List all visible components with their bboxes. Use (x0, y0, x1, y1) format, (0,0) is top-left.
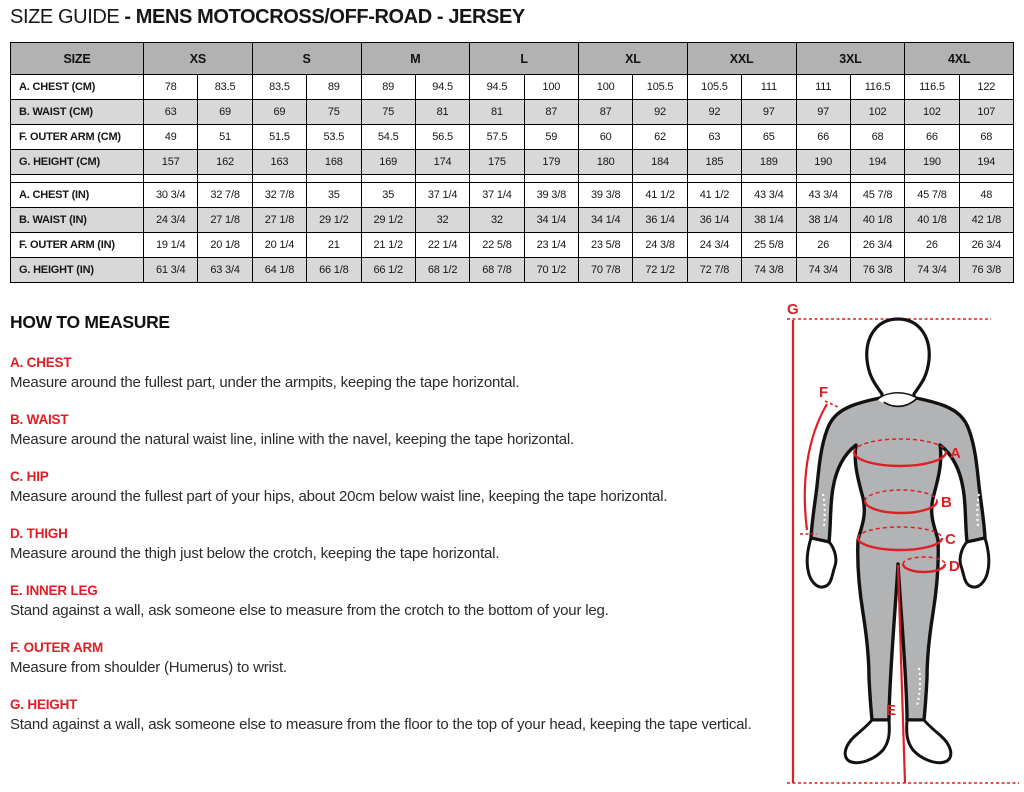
size-value-cell: 19 1/4 (144, 233, 198, 258)
size-column-header: XXL (687, 43, 796, 75)
separator-cell (252, 175, 306, 183)
figure-label-hip: C (945, 531, 956, 548)
separator-cell (144, 175, 198, 183)
size-value-cell: 49 (144, 125, 198, 150)
measure-item (10, 412, 776, 449)
size-value-cell: 22 1/4 (415, 233, 469, 258)
size-value-cell: 75 (307, 100, 361, 125)
size-value-cell: 190 (905, 150, 959, 175)
size-value-cell: 45 7/8 (905, 183, 959, 208)
page-title-prefix: SIZE GUIDE (10, 6, 120, 28)
size-value-cell: 20 1/8 (198, 233, 252, 258)
separator-cell (796, 175, 850, 183)
size-value-cell: 54.5 (361, 125, 415, 150)
size-value-cell: 194 (850, 150, 904, 175)
size-value-cell: 39 3/8 (579, 183, 633, 208)
size-value-cell: 22 5/8 (470, 233, 524, 258)
size-value-cell: 63 3/4 (198, 258, 252, 283)
size-value-cell: 102 (905, 100, 959, 125)
size-value-cell: 74 3/8 (742, 258, 796, 283)
size-column-header: XS (144, 43, 253, 75)
separator-cell (579, 175, 633, 183)
size-value-cell: 107 (959, 100, 1013, 125)
size-value-cell: 26 3/4 (959, 233, 1013, 258)
size-value-cell: 43 3/4 (742, 183, 796, 208)
table-row (11, 258, 1014, 283)
size-value-cell: 74 3/4 (796, 258, 850, 283)
row-label: A. CHEST (IN) (11, 183, 144, 208)
size-value-cell: 21 (307, 233, 361, 258)
size-value-cell: 26 (796, 233, 850, 258)
size-value-cell: 94.5 (415, 75, 469, 100)
size-value-cell: 68 1/2 (415, 258, 469, 283)
figure-label-inner-leg: E (886, 702, 897, 719)
measure-item-label: C. HIP (10, 469, 49, 484)
figure-label-thigh: D (949, 558, 960, 575)
size-value-cell: 29 1/2 (361, 208, 415, 233)
row-label: F. OUTER ARM (CM) (11, 125, 144, 150)
size-value-cell: 100 (524, 75, 578, 100)
size-value-cell: 24 3/8 (633, 233, 687, 258)
size-value-cell: 76 3/8 (850, 258, 904, 283)
size-value-cell: 42 1/8 (959, 208, 1013, 233)
size-value-cell: 68 (850, 125, 904, 150)
how-to-measure-list (10, 355, 776, 734)
size-value-cell: 169 (361, 150, 415, 175)
size-value-cell: 38 1/4 (796, 208, 850, 233)
size-column-header: M (361, 43, 470, 75)
size-value-cell: 51.5 (252, 125, 306, 150)
size-value-cell: 34 1/4 (579, 208, 633, 233)
size-value-cell: 189 (742, 150, 796, 175)
size-value-cell: 72 1/2 (633, 258, 687, 283)
measure-item (10, 697, 776, 734)
figure-label-chest: A (950, 445, 961, 462)
body-measurement-diagram (783, 298, 1023, 792)
size-value-cell: 70 7/8 (579, 258, 633, 283)
size-value-cell: 94.5 (470, 75, 524, 100)
size-value-cell: 32 (415, 208, 469, 233)
size-value-cell: 41 1/2 (687, 183, 741, 208)
size-value-cell: 37 1/4 (415, 183, 469, 208)
size-value-cell: 180 (579, 150, 633, 175)
size-column-header: 3XL (796, 43, 905, 75)
size-value-cell: 83.5 (252, 75, 306, 100)
size-value-cell: 116.5 (905, 75, 959, 100)
measure-item (10, 469, 776, 506)
size-value-cell: 97 (796, 100, 850, 125)
size-value-cell: 20 1/4 (252, 233, 306, 258)
row-label: G. HEIGHT (IN) (11, 258, 144, 283)
right-hand-outline (960, 538, 989, 587)
separator-cell (633, 175, 687, 183)
size-value-cell: 62 (633, 125, 687, 150)
size-value-cell: 72 7/8 (687, 258, 741, 283)
head-outline (867, 319, 929, 403)
size-column-header: S (252, 43, 361, 75)
measure-item-label: G. HEIGHT (10, 697, 78, 712)
size-value-cell: 162 (198, 150, 252, 175)
size-value-cell: 21 1/2 (361, 233, 415, 258)
size-value-cell: 111 (796, 75, 850, 100)
size-value-cell: 76 3/8 (959, 258, 1013, 283)
size-value-cell: 163 (252, 150, 306, 175)
size-value-cell: 92 (633, 100, 687, 125)
measure-item (10, 526, 776, 563)
size-value-cell: 29 1/2 (307, 208, 361, 233)
row-label: B. WAIST (IN) (11, 208, 144, 233)
size-value-cell: 25 5/8 (742, 233, 796, 258)
size-value-cell: 66 (905, 125, 959, 150)
separator-cell (198, 175, 252, 183)
size-value-cell: 24 3/4 (687, 233, 741, 258)
measure-item-label: E. INNER LEG (10, 583, 98, 598)
size-value-cell: 26 3/4 (850, 233, 904, 258)
size-value-cell: 87 (524, 100, 578, 125)
table-row (11, 208, 1014, 233)
size-value-cell: 35 (307, 183, 361, 208)
measure-item-label: F. OUTER ARM (10, 640, 104, 655)
size-value-cell: 194 (959, 150, 1013, 175)
size-value-cell: 27 1/8 (252, 208, 306, 233)
size-value-cell: 34 1/4 (524, 208, 578, 233)
size-value-cell: 190 (796, 150, 850, 175)
size-value-cell: 66 (796, 125, 850, 150)
measure-item-label: A. CHEST (10, 355, 72, 370)
size-table (10, 42, 1014, 283)
separator-cell (850, 175, 904, 183)
size-value-cell: 68 7/8 (470, 258, 524, 283)
separator-cell (307, 175, 361, 183)
separator-cell (524, 175, 578, 183)
size-value-cell: 48 (959, 183, 1013, 208)
size-value-cell: 116.5 (850, 75, 904, 100)
size-value-cell: 157 (144, 150, 198, 175)
size-value-cell: 111 (742, 75, 796, 100)
separator-cell (905, 175, 959, 183)
size-column-header: XL (579, 43, 688, 75)
measure-item-text: Measure around the natural waist line, inline with the navel, keeping the tape horizontal. (10, 431, 575, 448)
size-value-cell: 179 (524, 150, 578, 175)
how-to-measure-heading: HOW TO MEASURE (10, 312, 170, 332)
size-value-cell: 70 1/2 (524, 258, 578, 283)
row-label: G. HEIGHT (CM) (11, 150, 144, 175)
measure-item-text: Stand against a wall, ask someone else to measure from the crotch to the bottom of your leg. (10, 602, 609, 619)
size-value-cell: 38 1/4 (742, 208, 796, 233)
measure-item-text: Measure from shoulder (Humerus) to wrist. (10, 659, 287, 676)
how-to-measure-section (10, 312, 776, 754)
left-foot-outline (845, 720, 889, 763)
size-value-cell: 64 1/8 (252, 258, 306, 283)
size-value-cell: 26 (905, 233, 959, 258)
size-value-cell: 68 (959, 125, 1013, 150)
size-value-cell: 27 1/8 (198, 208, 252, 233)
size-value-cell: 100 (579, 75, 633, 100)
row-label: B. WAIST (CM) (11, 100, 144, 125)
measure-item-label: D. THIGH (10, 526, 68, 541)
size-value-cell: 40 1/8 (905, 208, 959, 233)
size-value-cell: 69 (252, 100, 306, 125)
table-row (11, 125, 1014, 150)
size-value-cell: 60 (579, 125, 633, 150)
size-value-cell: 24 3/4 (144, 208, 198, 233)
size-value-cell: 35 (361, 183, 415, 208)
size-table-container (10, 42, 1014, 283)
size-value-cell: 168 (307, 150, 361, 175)
size-table-head-row (11, 43, 1014, 75)
size-value-cell: 32 7/8 (252, 183, 306, 208)
size-value-cell: 57.5 (470, 125, 524, 150)
measure-item-text: Measure around the fullest part, under the armpits, keeping the tape horizontal. (10, 374, 520, 391)
size-value-cell: 63 (687, 125, 741, 150)
left-hand-outline (807, 538, 836, 587)
table-row (11, 150, 1014, 175)
figure-label-waist: B (941, 494, 952, 511)
size-value-cell: 174 (415, 150, 469, 175)
size-column-header: 4XL (905, 43, 1014, 75)
measurement-figure (783, 298, 1023, 792)
size-value-cell: 122 (959, 75, 1013, 100)
size-value-cell: 81 (415, 100, 469, 125)
measure-item-text: Measure around the thigh just below the crotch, keeping the tape horizontal. (10, 545, 500, 562)
size-table-corner-header: SIZE (11, 43, 144, 75)
size-value-cell: 39 3/8 (524, 183, 578, 208)
size-value-cell: 92 (687, 100, 741, 125)
size-value-cell: 105.5 (633, 75, 687, 100)
separator-cell (415, 175, 469, 183)
size-value-cell: 41 1/2 (633, 183, 687, 208)
size-value-cell: 40 1/8 (850, 208, 904, 233)
size-value-cell: 66 1/2 (361, 258, 415, 283)
measure-item (10, 583, 776, 620)
size-value-cell: 43 3/4 (796, 183, 850, 208)
measure-item (10, 640, 776, 677)
size-value-cell: 65 (742, 125, 796, 150)
size-value-cell: 32 7/8 (198, 183, 252, 208)
size-value-cell: 30 3/4 (144, 183, 198, 208)
table-row (11, 100, 1014, 125)
table-separator-row (11, 175, 1014, 183)
size-value-cell: 36 1/4 (687, 208, 741, 233)
size-value-cell: 23 5/8 (579, 233, 633, 258)
size-value-cell: 61 3/4 (144, 258, 198, 283)
size-value-cell: 36 1/4 (633, 208, 687, 233)
size-value-cell: 175 (470, 150, 524, 175)
page-title (10, 6, 525, 29)
separator-cell (470, 175, 524, 183)
size-value-cell: 83.5 (198, 75, 252, 100)
measure-item-label: B. WAIST (10, 412, 69, 427)
table-row (11, 233, 1014, 258)
size-value-cell: 97 (742, 100, 796, 125)
measure-item-text: Measure around the fullest part of your hips, about 20cm below waist line, keeping the tape horizontal. (10, 488, 668, 505)
size-value-cell: 184 (633, 150, 687, 175)
table-row (11, 183, 1014, 208)
size-column-header: L (470, 43, 579, 75)
size-value-cell: 102 (850, 100, 904, 125)
separator-cell (687, 175, 741, 183)
size-value-cell: 23 1/4 (524, 233, 578, 258)
page-title-product: - MENS MOTOCROSS/OFF-ROAD - JERSEY (124, 6, 525, 28)
size-value-cell: 69 (198, 100, 252, 125)
separator-cell (959, 175, 1013, 183)
size-value-cell: 45 7/8 (850, 183, 904, 208)
size-value-cell: 185 (687, 150, 741, 175)
separator-cell (742, 175, 796, 183)
right-foot-outline (907, 720, 951, 763)
size-value-cell: 74 3/4 (905, 258, 959, 283)
measure-item (10, 355, 776, 392)
size-value-cell: 51 (198, 125, 252, 150)
size-value-cell: 63 (144, 100, 198, 125)
separator-cell (361, 175, 415, 183)
size-value-cell: 32 (470, 208, 524, 233)
size-value-cell: 89 (307, 75, 361, 100)
separator-cell (11, 175, 144, 183)
size-value-cell: 81 (470, 100, 524, 125)
table-row (11, 75, 1014, 100)
size-value-cell: 37 1/4 (470, 183, 524, 208)
row-label: A. CHEST (CM) (11, 75, 144, 100)
measure-item-text: Stand against a wall, ask someone else to measure from the floor to the top of your head, keeping the tape vertical. (10, 716, 752, 733)
figure-label-height: G (787, 301, 799, 318)
size-value-cell: 56.5 (415, 125, 469, 150)
size-value-cell: 87 (579, 100, 633, 125)
figure-label-outer-arm: F (819, 384, 829, 401)
row-label: F. OUTER ARM (IN) (11, 233, 144, 258)
size-value-cell: 78 (144, 75, 198, 100)
size-value-cell: 105.5 (687, 75, 741, 100)
size-table-body (11, 75, 1014, 283)
size-value-cell: 53.5 (307, 125, 361, 150)
size-value-cell: 89 (361, 75, 415, 100)
size-value-cell: 75 (361, 100, 415, 125)
size-value-cell: 59 (524, 125, 578, 150)
size-value-cell: 66 1/8 (307, 258, 361, 283)
